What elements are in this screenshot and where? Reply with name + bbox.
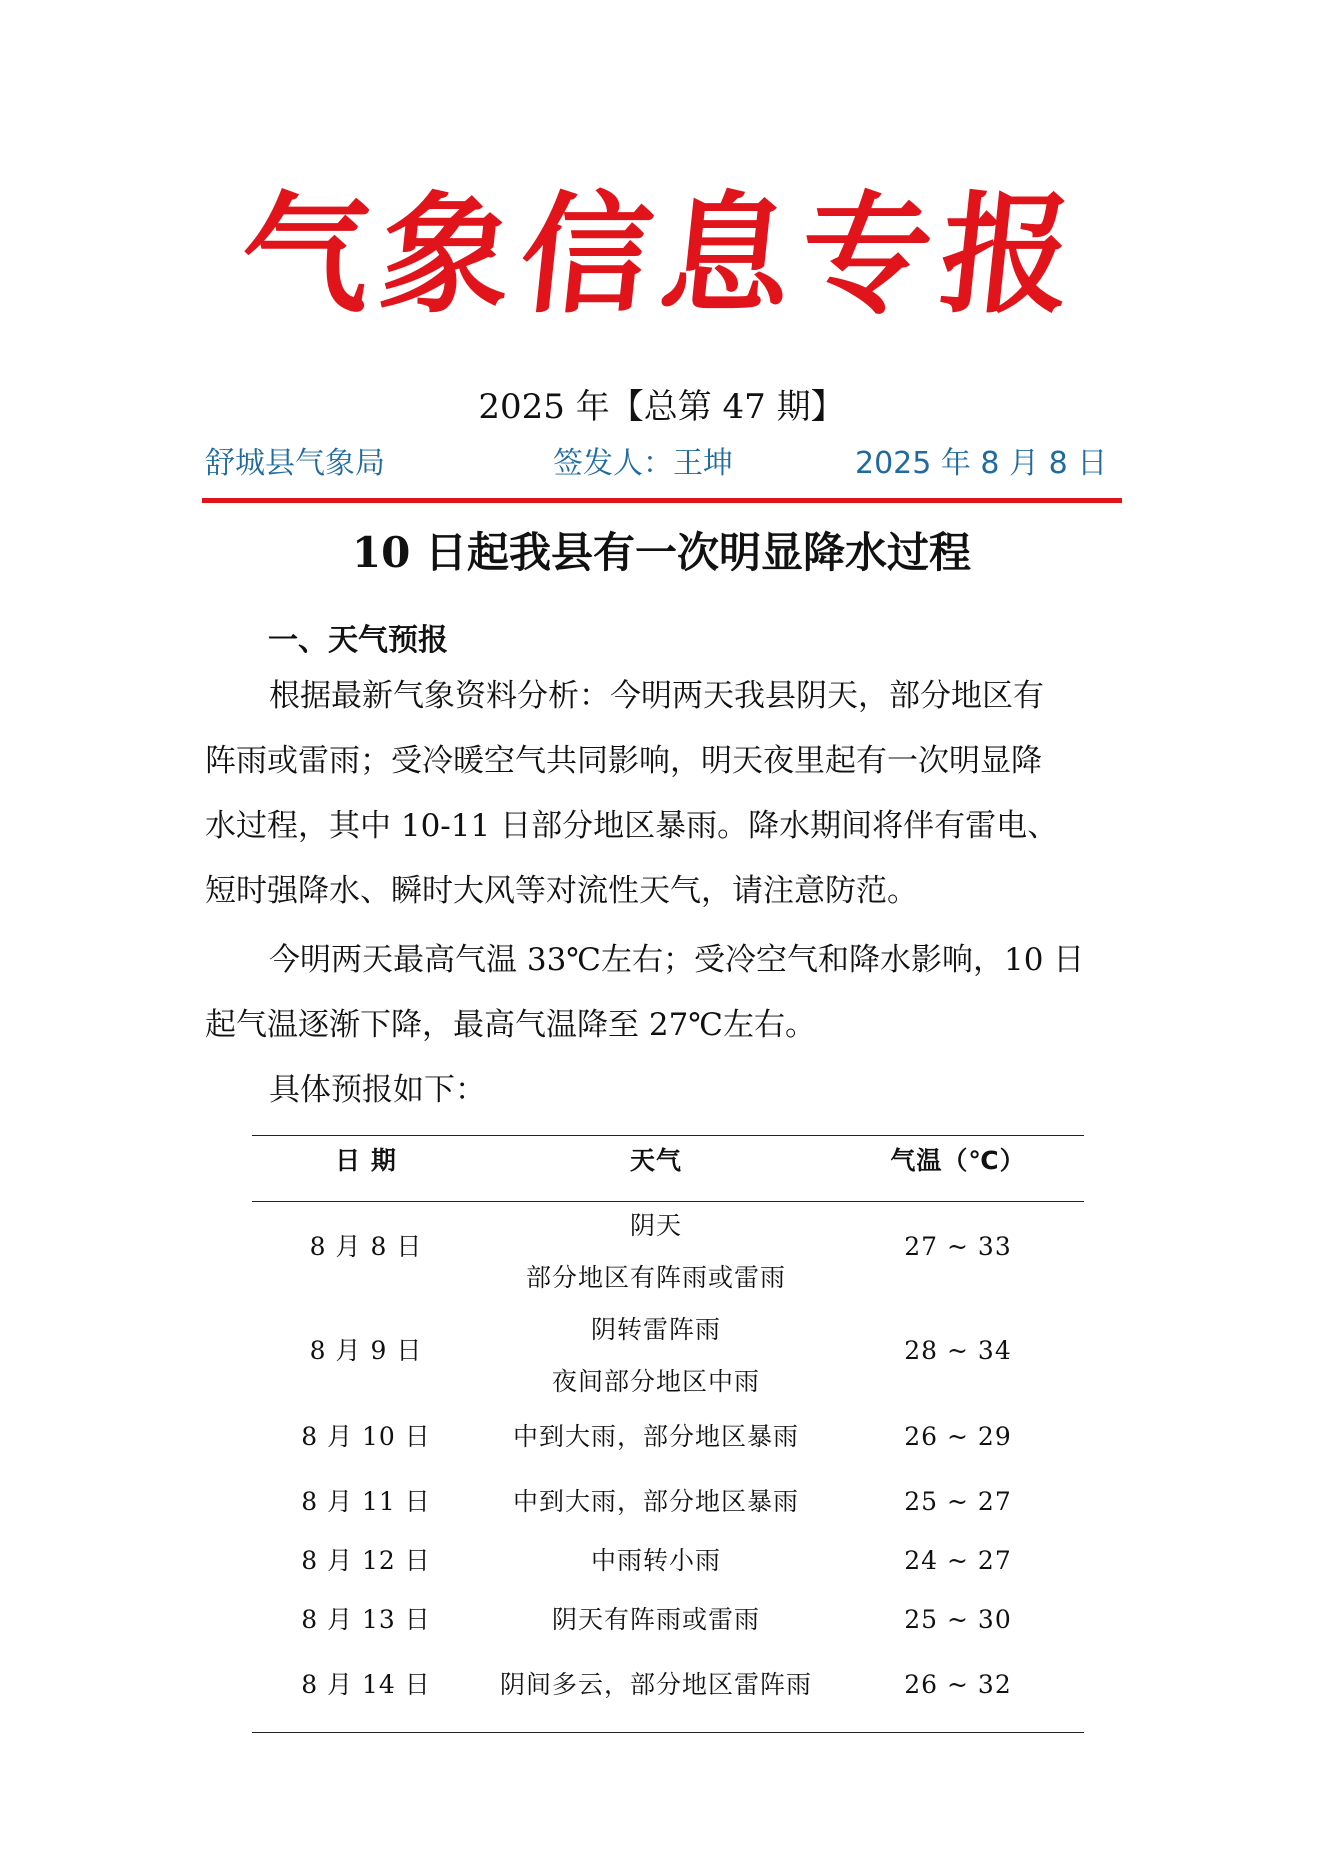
document-headline: 10 日起我县有一次明显降水过程 <box>351 528 972 577</box>
row-date: 8 月 10 日 <box>301 1422 431 1451</box>
paragraph-2 <box>205 928 1084 1058</box>
row-weather: 中雨转小雨 <box>590 1546 721 1575</box>
row-date: 8 月 8 日 <box>309 1232 423 1261</box>
row-date: 8 月 14 日 <box>301 1670 431 1699</box>
row-weather: 阴天 <box>629 1211 682 1240</box>
row-date: 8 月 9 日 <box>309 1336 423 1365</box>
table-header-weather: 天气 <box>629 1146 682 1175</box>
table-bottom-rule <box>252 1732 1084 1733</box>
row-weather: 中到大雨，部分地区暴雨 <box>512 1487 799 1516</box>
table-header-temperature: 气温（℃） <box>890 1146 1026 1175</box>
table-header-rule <box>252 1201 1084 1202</box>
paragraph-line: 今明两天最高气温 33℃左右；受冷空气和降水影响，10 日 <box>269 942 1085 978</box>
row-temp: 24 ~ 27 <box>904 1546 1012 1575</box>
row-weather: 阴转雷阵雨 <box>590 1315 721 1344</box>
masthead-title: 气象信息专报 <box>233 179 1090 331</box>
row-weather: 阴间多云，部分地区雷阵雨 <box>499 1670 812 1699</box>
issue-number: 2025 年【总第 47 期】 <box>478 387 845 427</box>
row-temp: 26 ~ 29 <box>904 1422 1012 1451</box>
paragraph-line: 短时强降水、瞬时大风等对流性天气，请注意防范。 <box>205 873 918 909</box>
issuing-bureau: 舒城县气象局 <box>205 446 385 481</box>
paragraph-3: 具体预报如下： <box>269 1072 486 1108</box>
row-temp: 26 ~ 32 <box>904 1670 1012 1699</box>
row-temp: 28 ~ 34 <box>904 1336 1012 1365</box>
paragraph-line: 根据最新气象资料分析：今明两天我县阴天，部分地区有 <box>269 678 1044 714</box>
red-divider <box>202 498 1122 503</box>
paragraph-line: 水过程，其中 10-11 日部分地区暴雨。降水期间将伴有雷电、 <box>205 808 1059 844</box>
row-weather: 阴天有阵雨或雷雨 <box>551 1605 760 1634</box>
row-date: 8 月 12 日 <box>301 1546 431 1575</box>
row-weather: 夜间部分地区中雨 <box>551 1367 760 1396</box>
paragraph-line: 阵雨或雷雨；受冷暖空气共同影响，明天夜里起有一次明显降 <box>205 743 1042 779</box>
table-header-date: 日 期 <box>335 1146 397 1175</box>
row-date: 8 月 13 日 <box>301 1605 431 1634</box>
table-top-rule <box>252 1135 1084 1136</box>
paragraph-line: 起气温逐渐下降，最高气温降至 27℃左右。 <box>205 1007 816 1043</box>
row-temp: 25 ~ 30 <box>904 1605 1012 1634</box>
row-temp: 25 ~ 27 <box>904 1487 1012 1516</box>
row-date: 8 月 11 日 <box>301 1487 431 1516</box>
row-temp: 27 ~ 33 <box>904 1232 1012 1261</box>
row-weather: 部分地区有阵雨或雷雨 <box>525 1263 786 1292</box>
issue-date: 2025 年 8 月 8 日 <box>855 446 1108 481</box>
row-weather: 中到大雨，部分地区暴雨 <box>512 1422 799 1451</box>
section-heading: 一、天气预报 <box>268 623 448 658</box>
signer: 签发人：王坤 <box>553 446 733 481</box>
paragraph-1 <box>205 664 1058 924</box>
